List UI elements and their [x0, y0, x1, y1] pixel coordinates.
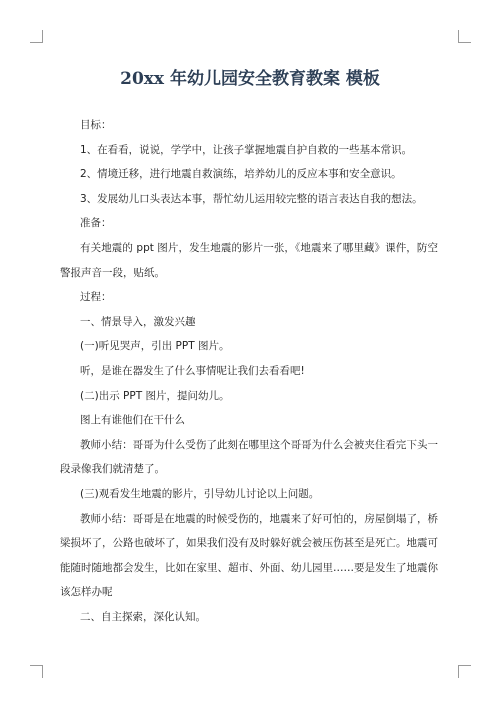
document-title: 20xx 年幼儿园安全教育教案 模板 [120, 69, 380, 89]
page-corner-mark-bottom-right [458, 665, 471, 678]
goal-item-3: 3、发展幼儿口头表达本事，帮忙幼儿运用较完整的语言表达自我的想法。 [80, 192, 423, 205]
document-body [60, 113, 438, 629]
goal-item-2: 2、情境迁移，进行地震自救演练，培养幼儿的反应本事和安全意识。 [80, 168, 402, 181]
body-paragraph: 图上有谁他们在干什么 [80, 414, 185, 427]
body-paragraph: 听，是谁在器发生了什么事情呢让我们去看看吧! [80, 364, 305, 377]
process-substep-3: (三)观看发生地震的影片，引导幼儿讨论以上问题。 [80, 487, 320, 500]
page-corner-mark-bottom-left [30, 665, 43, 678]
section-heading-preparation: 准备： [80, 217, 112, 230]
process-substep-1: (一)听见哭声，引出 PPT 图片。 [80, 340, 230, 353]
process-step-2: 二、自主探索，深化认知。 [80, 610, 206, 623]
teacher-summary-2: 教师小结：哥哥是在地震的时候受伤的，地震来了好可怕的，房屋倒塌了，桥梁损坏了，公路也破坏了，如果我们没有及时躲好就会被压伤甚至是死亡。地震可能随时随地都会发生，比如在家里、超市、外面、幼儿园里……要是发生了地震你该怎样办呢 [60, 512, 438, 599]
page-corner-mark-top-left [30, 30, 43, 43]
section-heading-goals: 目标： [80, 119, 112, 131]
section-heading-process: 过程： [80, 291, 112, 304]
page-corner-mark-top-right [458, 30, 471, 43]
preparation-text: 有关地震的 ppt 图片，发生地震的影片一张，《地震来了哪里藏》课件，防空警报声音一段，贴纸。 [60, 241, 438, 279]
process-substep-2: (二)出示 PPT 图片，提问幼儿。 [80, 389, 230, 402]
teacher-summary-1: 教师小结：哥哥为什么受伤了此刻在哪里这个哥哥为什么会被夹住看完下头一段录像我们就清楚了。 [60, 438, 438, 476]
goal-item-1: 1、在看看，说说，学学中，让孩子掌握地震自护自救的一些基本常识。 [80, 143, 413, 156]
process-step-1: 一、情景导入，激发兴趣 [80, 315, 196, 328]
